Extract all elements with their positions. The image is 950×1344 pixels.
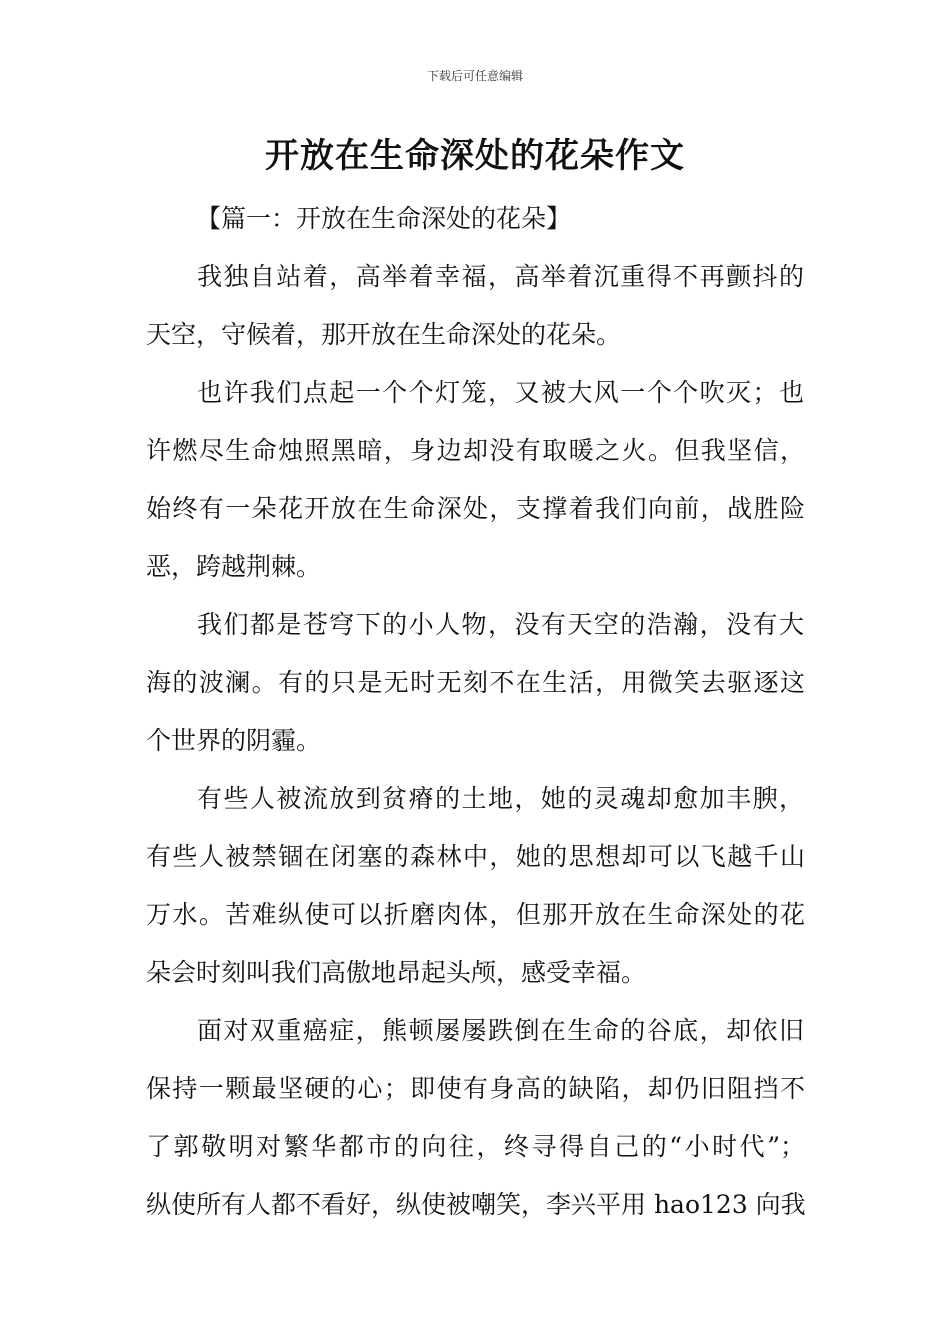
document-title: 开放在生命深处的花朵作文 — [265, 136, 685, 176]
body-line: 也许我们点起一个个灯笼，又被大风一个个吹灭；也 — [197, 378, 804, 407]
body-line: 万水。苦难纵使可以折磨肉体，但那开放在生命深处的花 — [146, 900, 805, 929]
body-line: 恶，跨越荆棘。 — [146, 552, 322, 581]
body-line: 天空，守候着，那开放在生命深处的花朵。 — [146, 320, 622, 349]
body-line: 个世界的阴霾。 — [146, 726, 322, 755]
body-line: 朵会时刻叫我们高傲地昂起头颅，感受幸福。 — [146, 958, 647, 987]
body-line: 海的波澜。有的只是无时无刻不在生活，用微笑去驱逐这 — [146, 668, 805, 697]
body-line: 有些人被禁锢在闭塞的森林中，她的思想却可以飞越千山 — [146, 842, 805, 871]
body-line: 许燃尽生命烛照黑暗，身边却没有取暖之火。但我坚信， — [146, 436, 805, 465]
section-heading: 【篇一：开放在生命深处的花朵】 — [196, 204, 572, 233]
body-line: 有些人被流放到贫瘠的土地，她的灵魂却愈加丰腴， — [197, 784, 804, 813]
body-line: 始终有一朵花开放在生命深处，支撑着我们向前，战胜险 — [146, 494, 805, 523]
body-line: 面对双重癌症，熊顿屡屡跌倒在生命的谷底，却依旧 — [197, 1016, 804, 1045]
body-line: 我们都是苍穹下的小人物，没有天空的浩瀚，没有大 — [197, 610, 804, 639]
body-line: 了郭敬明对繁华都市的向往，终寻得自己的“小时代”； — [146, 1132, 805, 1161]
header-note: 下载后可任意编辑 — [426, 69, 523, 83]
body-line: 纵使所有人都不看好，纵使被嘲笑，李兴平用 hao123 向我 — [146, 1190, 806, 1219]
body-line: 保持一颗最坚硬的心；即使有身高的缺陷，却仍旧阻挡不 — [146, 1074, 805, 1103]
body-line: 我独自站着，高举着幸福，高举着沉重得不再颤抖的 — [197, 262, 804, 291]
